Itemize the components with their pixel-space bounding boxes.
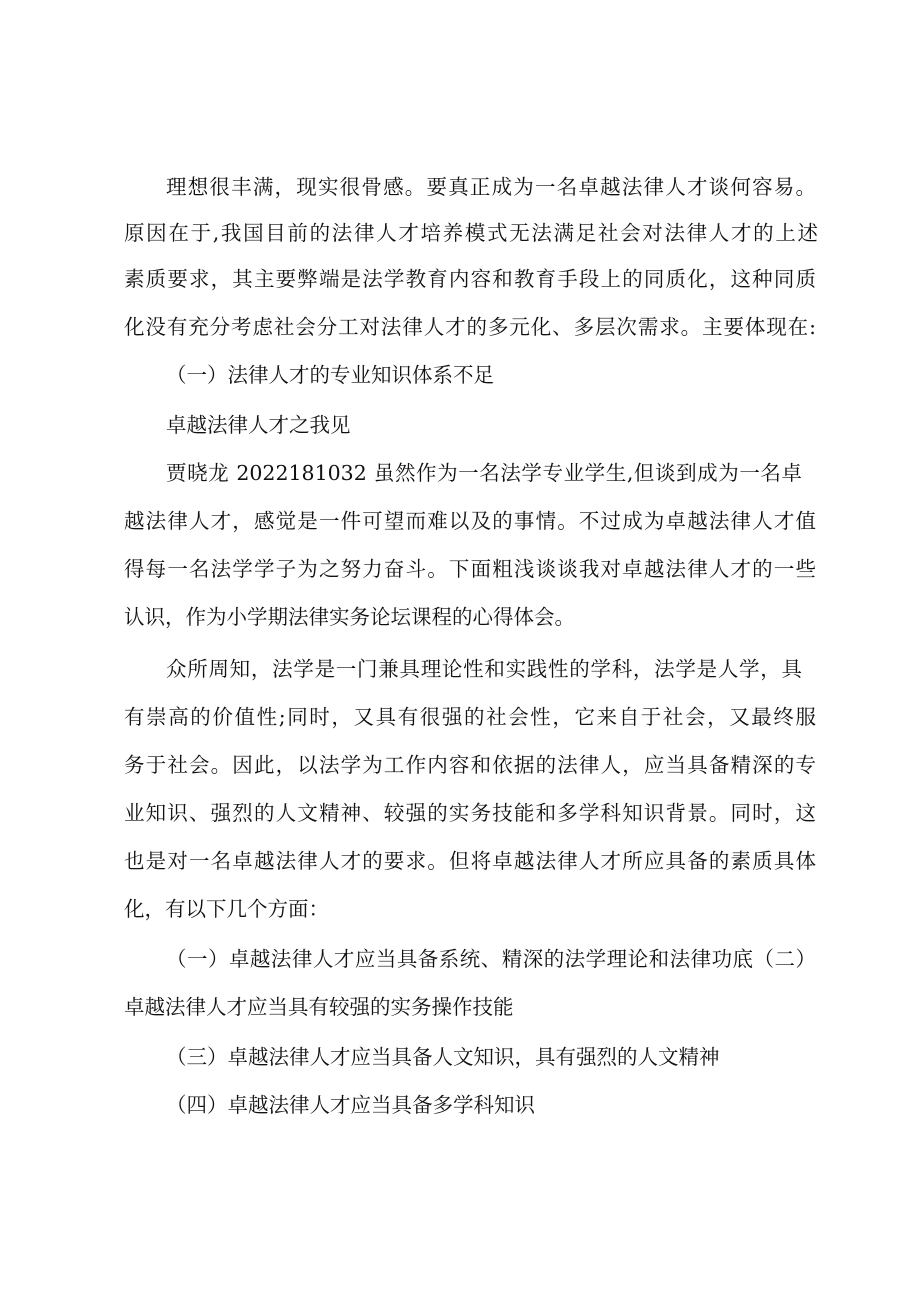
- list-item-line: （四）卓越法律人才应当具备多学科知识: [166, 1093, 535, 1117]
- paragraph-line: 有崇高的价值性;同时，又具有很强的社会性，它来自于社会，又最终服: [124, 705, 816, 729]
- list-item-line: （一）卓越法律人才应当具备系统、精深的法学理论和法律功底（二）: [166, 947, 816, 971]
- paragraph-line: 化没有充分考虑社会分工对法律人才的多元化、多层次需求。主要体现在:: [124, 315, 816, 339]
- paragraph-line: 越法律人才，感觉是一件可望而难以及的事情。不过成为卓越法律人才值: [124, 509, 816, 533]
- paragraph-line: 得每一名法学学子为之努力奋斗。下面粗浅谈谈我对卓越法律人才的一些: [124, 557, 816, 581]
- paragraph-line: 化，有以下几个方面：: [124, 897, 329, 921]
- list-item-line: （三）卓越法律人才应当具备人文知识，具有强烈的人文精神: [166, 1045, 720, 1069]
- list-item-line: 卓越法律人才应当具有较强的实务操作技能: [124, 995, 514, 1019]
- section-heading: （一）法律人才的专业知识体系不足: [166, 363, 494, 387]
- paragraph-line: 务于社会。因此，以法学为工作内容和依据的法律人，应当具备精深的专: [124, 753, 816, 777]
- paragraph-line: 理想很丰满，现实很骨感。要真正成为一名卓越法律人才谈何容易。: [166, 175, 816, 199]
- essay-title: 卓越法律人才之我见: [166, 413, 351, 437]
- paragraph-line: 认识，作为小学期法律实务论坛课程的心得体会。: [124, 605, 575, 629]
- paragraph-line: 素质要求，其主要弊端是法学教育内容和教育手段上的同质化，这种同质: [124, 267, 816, 291]
- paragraph-line: 业知识、强烈的人文精神、较强的实务技能和多学科知识背景。同时，这: [124, 801, 816, 825]
- paragraph-line: 也是对一名卓越法律人才的要求。但将卓越法律人才所应具备的素质具体: [124, 849, 816, 873]
- paragraph-line: 原因在于,我国目前的法律人才培养模式无法满足社会对法律人才的上述: [124, 221, 818, 245]
- paragraph-line: 众所周知，法学是一门兼具理论性和实践性的学科，法学是人学，具: [166, 657, 802, 681]
- paragraph-line: 贾晓龙 2022181032 虽然作为一名法学专业学生,但谈到成为一名卓: [166, 461, 802, 485]
